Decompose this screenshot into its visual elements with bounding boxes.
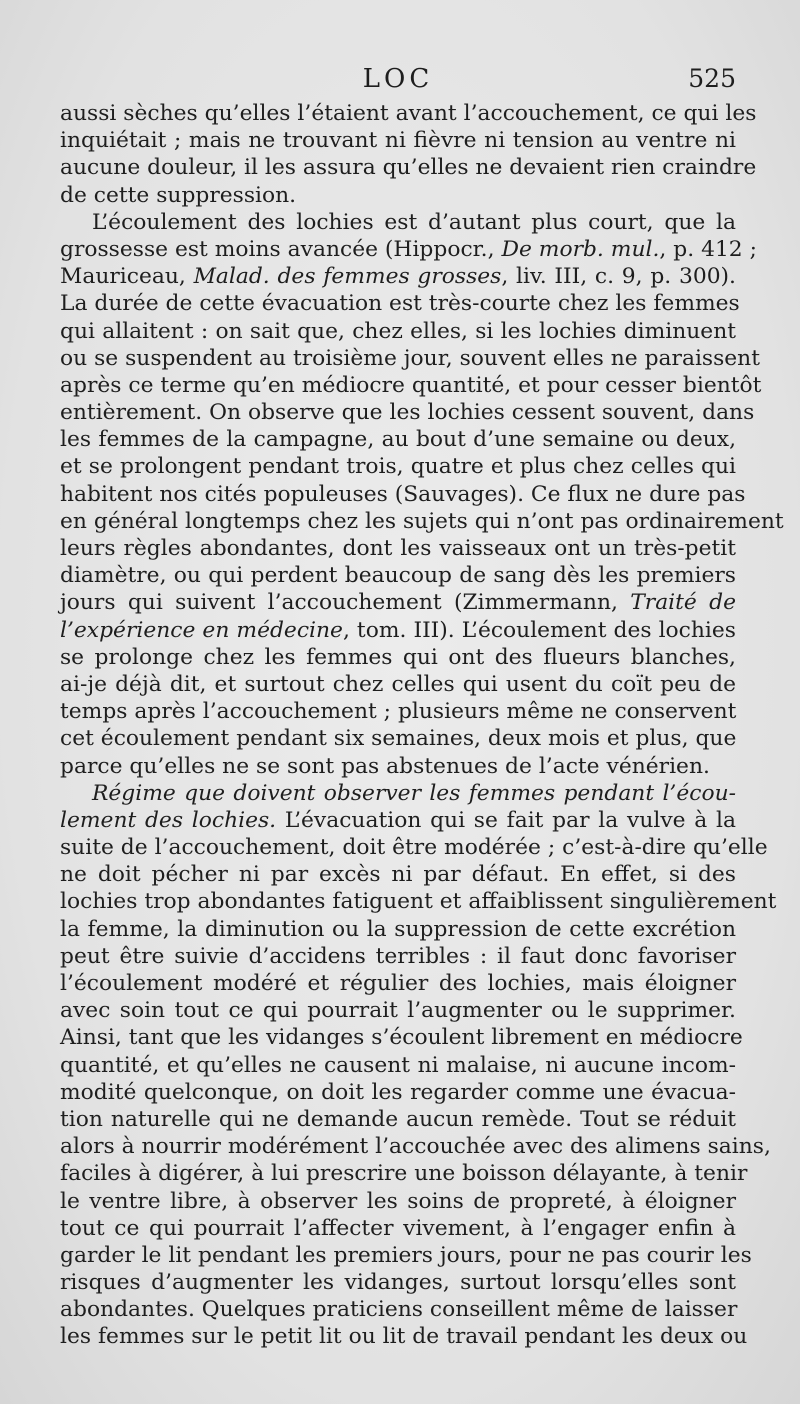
text-line: [60, 671, 736, 698]
text-line: [60, 399, 755, 426]
text-line: [60, 589, 736, 616]
text-segment: alors à nourrir modérément l’accouchée avec des alimens sains,: [60, 1134, 771, 1160]
text-segment: les femmes de la campagne, au bout d’une semaine ou deux,: [60, 427, 736, 453]
text-line: [60, 861, 736, 888]
text-line: [60, 127, 736, 154]
text-line: [60, 807, 736, 834]
text-line: [60, 1133, 771, 1160]
italic-text: De morb. mul.: [501, 236, 660, 262]
text-segment: , p. 412 ;: [659, 236, 757, 262]
text-segment: tout ce qui pourrait l’affecter vivement, à l’engager enfin à: [60, 1215, 736, 1241]
text-segment: garder le lit pendant les premiers jours, pour ne pas courir les: [60, 1242, 752, 1268]
text-line: [60, 1323, 748, 1350]
text-segment: , liv. III, c. 9, p. 300).: [501, 264, 736, 290]
italic-text: l’expérience en médecine: [60, 617, 343, 643]
text-line: [60, 290, 740, 317]
text-segment: grossesse est moins avancée (Hippocr.,: [60, 236, 502, 262]
text-segment: habitent nos cités populeuses (Sauvages). Ce flux ne dure pas: [60, 481, 746, 507]
text-line: [60, 508, 784, 535]
text-line: [60, 535, 736, 562]
text-line: [60, 100, 757, 127]
text-segment: parce qu’elles ne se sont pas abstenues de l’acte vénérien.: [60, 753, 710, 779]
text-segment: , tom. III). L’écoulement des lochies: [342, 617, 736, 643]
text-segment: cet écoulement pendant six semaines, deux mois et plus, que: [60, 726, 737, 752]
text-segment: risques d’augmenter les vidanges, surtout lorsqu’elles sont: [60, 1270, 736, 1296]
text-line: [60, 263, 736, 290]
text-line: [60, 1106, 736, 1133]
text-line: [60, 997, 736, 1024]
text-segment: La durée de cette évacuation est très-courte chez les femmes: [60, 291, 740, 317]
text-line: [60, 725, 736, 752]
text-line: [60, 970, 736, 997]
text-line: [60, 345, 760, 372]
text-segment: ou se suspendent au troisième jour, souvent elles ne paraissent: [60, 345, 760, 371]
text-line: [60, 644, 736, 671]
text-segment: abondantes. Quelques praticiens conseillent même de laisser: [60, 1297, 738, 1323]
text-segment: l’écoulement modéré et régulier des lochies, mais éloigner: [60, 971, 736, 996]
body-text: [60, 100, 784, 1351]
text-line: [60, 372, 762, 399]
text-segment: L’évacuation qui se fait par la vulve à la: [276, 807, 736, 833]
italic-text: Régime que doivent observer les femmes pendant l’écou-: [92, 780, 736, 806]
page-header: [60, 64, 736, 98]
text-segment: L’écoulement des lochies est d’autant plus court, que la: [92, 209, 736, 235]
text-line: [60, 236, 757, 263]
running-head: LOC: [362, 64, 434, 94]
text-segment: faciles à digérer, à lui prescrire une boisson délayante, à tenir: [60, 1161, 748, 1187]
text-line: [60, 1269, 736, 1296]
text-segment: de cette suppression.: [60, 182, 297, 208]
text-segment: qui allaitent : on sait que, chez elles, si les lochies diminuent: [60, 318, 736, 344]
text-segment: modité quelconque, on doit les regarder comme une évacua-: [60, 1079, 736, 1105]
text-line: [60, 182, 736, 209]
italic-text: Traité de: [630, 590, 736, 616]
text-segment: la femme, la diminution ou la suppression de cette excrétion: [60, 916, 736, 942]
text-line: [60, 943, 736, 970]
text-segment: tion naturelle qui ne demande aucun remède. Tout se réduit: [60, 1106, 736, 1132]
text-segment: aucune douleur, il les assura qu’elles ne devaient rien craindre: [60, 155, 757, 181]
text-line: [60, 1024, 743, 1051]
text-line: [60, 698, 736, 725]
text-segment: peut être suivie d’accidens terribles : il faut donc favoriser: [60, 943, 736, 969]
text-line: [60, 481, 746, 508]
text-segment: avec soin tout ce qui pourrait l’augmenter ou le supprimer.: [60, 998, 736, 1024]
text-line: [60, 617, 736, 644]
text-line: [60, 753, 736, 780]
text-line: [60, 1079, 736, 1106]
text-line: [60, 318, 736, 345]
text-segment: se prolonge chez les femmes qui ont des flueurs blanches,: [60, 644, 736, 670]
text-segment: diamètre, ou qui perdent beaucoup de sang dès les premiers: [60, 563, 736, 589]
text-segment: ne doit pécher ni par excès ni par défaut. En effet, si des: [60, 862, 736, 888]
italic-text: Malad. des femmes grosses: [193, 264, 502, 290]
text-segment: le ventre libre, à observer les soins de propreté, à éloigner: [60, 1188, 736, 1214]
text-segment: après ce terme qu’en médiocre quantité, et pour cesser bientôt: [60, 372, 762, 398]
text-segment: suite de l’accouchement, doit être modérée ; c’est-à-dire qu’elle: [60, 835, 768, 861]
text-segment: aussi sèches qu’elles l’étaient avant l’accouchement, ce qui les: [60, 101, 757, 126]
text-segment: leurs règles abondantes, dont les vaisseaux ont un très-petit: [60, 536, 736, 561]
text-segment: quantité, et qu’elles ne causent ni malaise, ni aucune incom-: [60, 1052, 736, 1078]
text-segment: et se prolongent pendant trois, quatre et plus chez celles qui: [60, 454, 736, 480]
text-segment: temps après l’accouchement ; plusieurs même ne conservent: [60, 699, 737, 725]
text-line: [60, 1242, 752, 1269]
text-line: [60, 834, 768, 861]
text-line: [60, 1160, 748, 1187]
text-line: [60, 1296, 736, 1323]
text-segment: en général longtemps chez les sujets qui n’ont pas ordinairement: [60, 508, 784, 534]
italic-text: lement des lochies.: [60, 807, 277, 833]
text-line: [60, 562, 736, 589]
text-segment: ai-je déjà dit, et surtout chez celles qui usent du coït peu de: [60, 671, 736, 697]
page-number: 525: [688, 64, 736, 93]
text-segment: inquiétait ; mais ne trouvant ni fièvre ni tension au ventre ni: [60, 128, 736, 154]
text-segment: jours qui suivent l’accouchement (Zimmermann,: [60, 590, 631, 616]
text-segment: entièrement. On observe que les lochies cessent souvent, dans: [60, 400, 755, 426]
text-line: [60, 154, 757, 181]
text-line: [60, 1052, 736, 1079]
text-segment: Ainsi, tant que les vidanges s’écoulent librement en médiocre: [60, 1025, 743, 1051]
text-line: [60, 1215, 736, 1242]
text-line: [60, 453, 736, 480]
text-line: [60, 916, 736, 943]
text-segment: lochies trop abondantes fatiguent et affaiblissent singulièrement: [60, 889, 777, 915]
text-line: [60, 1188, 736, 1215]
text-segment: les femmes sur le petit lit ou lit de travail pendant les deux ou: [60, 1324, 748, 1350]
text-line: [60, 426, 736, 453]
text-line: [60, 888, 777, 915]
text-segment: Mauriceau,: [60, 264, 194, 290]
text-line: [60, 780, 736, 807]
text-line: [60, 209, 736, 236]
